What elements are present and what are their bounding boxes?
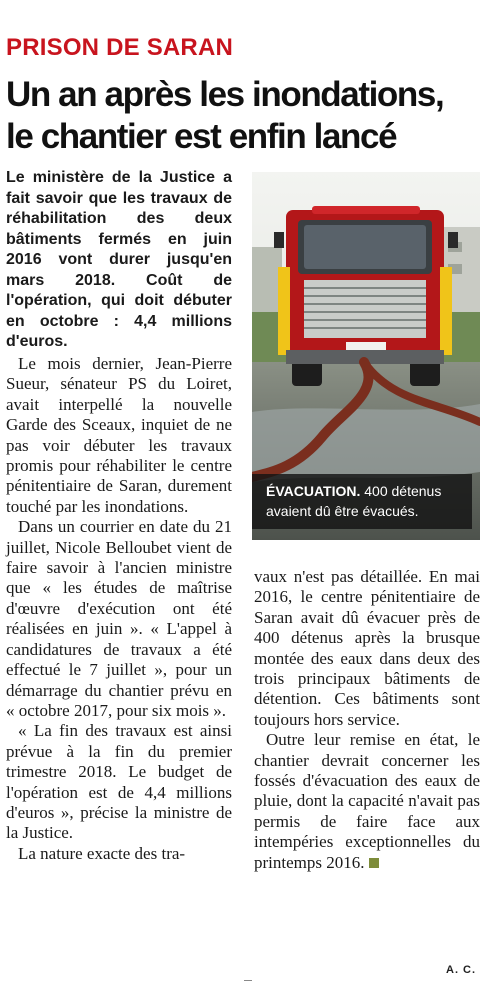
body-paragraph-text: Outre leur remise en état, le chantier devrait concerner les fossés d'évacuation des eaux de pluie, dont la capacité n'avait pas permis de faire face aux intempéries exceptionnelles du printemps 2016.: [254, 730, 480, 872]
headline-line-2: le chantier est enfin lancé: [6, 117, 397, 156]
headline-line-1: Un an après les inondations,: [6, 75, 444, 114]
column-separator: [244, 980, 252, 981]
article-kicker: PRISON DE SARAN: [6, 34, 234, 61]
body-paragraph: Dans un courrier en date du 21 juillet, Nicole Belloubet vient de faire savoir à l'ancien ministre que « les études de maîtrise d'œuvre d'exécution ont été réalisées en juin ». « L'appel à candidatures de travaux a été effectué le 7 juillet », pour un démarrage du chantier prévu en « octobre 2017, pour six mois ».: [6, 517, 232, 720]
caption-text: 400 détenus avaient dû être évacués.: [266, 483, 442, 519]
article-lead: [6, 168, 232, 353]
article-headline: [6, 74, 443, 158]
body-column-right: [254, 567, 480, 873]
author-initials: A. C.: [446, 964, 477, 976]
photo-caption: [252, 474, 472, 529]
caption-label: ÉVACUATION.: [266, 483, 361, 499]
body-paragraph: [254, 730, 480, 873]
body-paragraph: vaux n'est pas détaillée. En mai 2016, le centre pénitentiaire de Saran avait dû évacuer près de 400 détenus après la brusque montée des eaux dans deux des trois principaux bâtiments de détention. Ces bâtiments sont toujours hors service.: [254, 567, 480, 729]
body-paragraph: « La fin des travaux est ainsi prévue à la fin du premier trimestre 2018. Le budget de l'opération est de 4,4 millions d'euros », précise la ministre de la Justice.: [6, 721, 232, 843]
end-of-article-mark: [369, 858, 379, 868]
body-column-left: [6, 354, 232, 864]
body-paragraph: Le mois dernier, Jean-Pierre Sueur, sénateur PS du Loiret, avait interpellé la nouvelle Garde des Sceaux, inquiet de ne pas voir débuter les travaux promis pour réhabiliter le centre pénitentiaire de Saran, durement touché par les inondations.: [6, 354, 232, 516]
lead-paragraph: Le ministère de la Justice a fait savoir que les travaux de réhabilitation des deux bâtiments fermés en juin 2016 vont durer jusqu'en mars 2018. Coût de l'opération, qui doit débuter en octobre : 4,4 millions d'euros.: [6, 169, 232, 350]
body-paragraph: La nature exacte des tra-: [18, 843, 186, 863]
